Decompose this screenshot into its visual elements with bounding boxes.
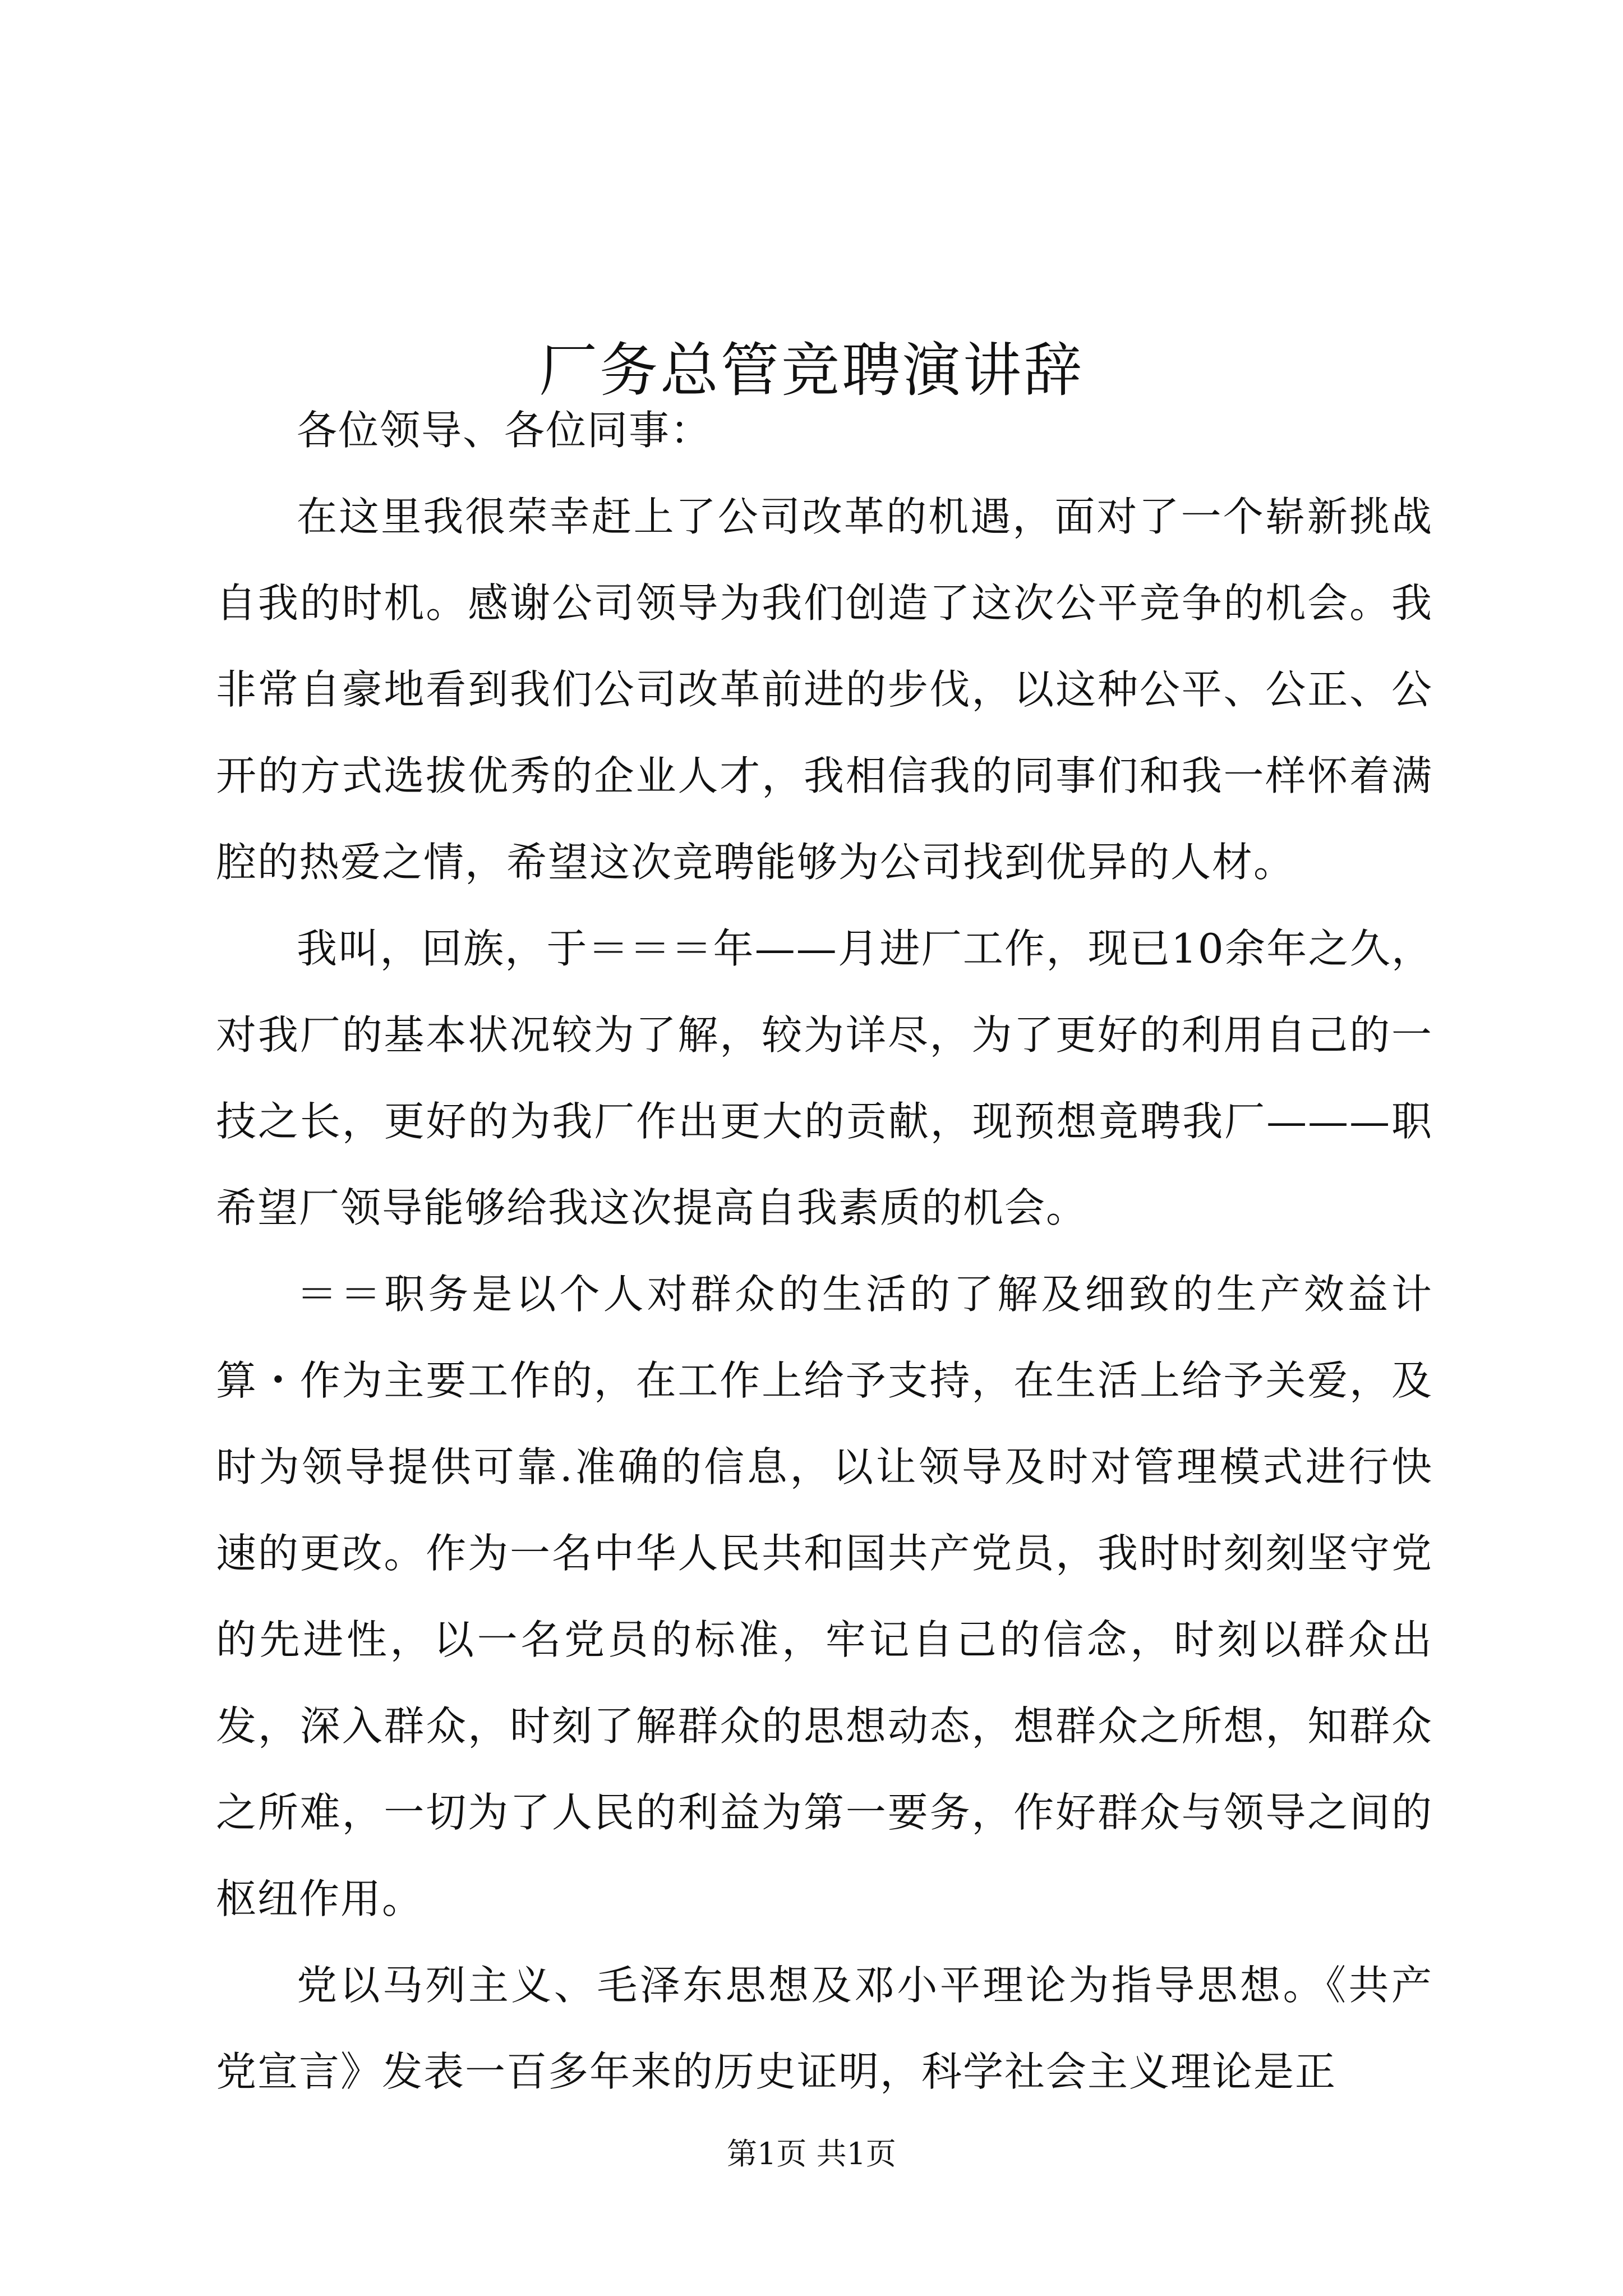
body-paragraph: 我叫，回族，于＝＝＝年——月进厂工作，现已10余年之久，对我厂的基本状况较为了解，较为详尽，为了更好的利用自己的一技之长，更好的为我厂作出更大的贡献，现预想竟聘我厂———职希望厂领导能够给我这次提高自我素质的机会。 [216, 925, 1433, 1231]
document-body [216, 387, 1433, 2115]
body-paragraph: 在这里我很荣幸赶上了公司改革的机遇，面对了一个崭新挑战自我的时机。感谢公司领导为我们创造了这次公平竞争的机会。我非常自豪地看到我们公司改革前进的步伐，以这种公平、公正、公开的方式选拔优秀的企业人才，我相信我的同事们和我一样怀着满腔的热爱之情，希望这次竞聘能够为公司找到优异的人材。 [216, 493, 1433, 886]
body-paragraph: ＝＝职务是以个人对群众的生活的了解及细致的生产效益计算・作为主要工作的，在工作上给予支持，在生活上给予关爱，及时为领导提供可靠.准确的信息，以让领导及时对管理模式进行快速的更改。作为一名中华人民共和国共产党员，我时时刻刻坚守党的先进性，以一名党员的标准，牢记自己的信念，时刻以群众出发，深入群众，时刻了解群众的思想动态，想群众之所想，知群众之所难，一切为了人民的利益为第一要务，作好群众与领导之间的枢纽作用。 [216, 1271, 1433, 1922]
salutation-paragraph: 各位领导、各位同事： [297, 407, 712, 454]
page-footer: 第1页 共1页 [727, 2136, 896, 2171]
document-title: 厂务总管竞聘演讲辞 [538, 335, 1084, 404]
body-paragraph: 党以马列主义、毛泽东思想及邓小平理论为指导思想。《共产党宣言》发表一百多年来的历史证明，科学社会主义理论是正 [216, 1962, 1433, 2095]
